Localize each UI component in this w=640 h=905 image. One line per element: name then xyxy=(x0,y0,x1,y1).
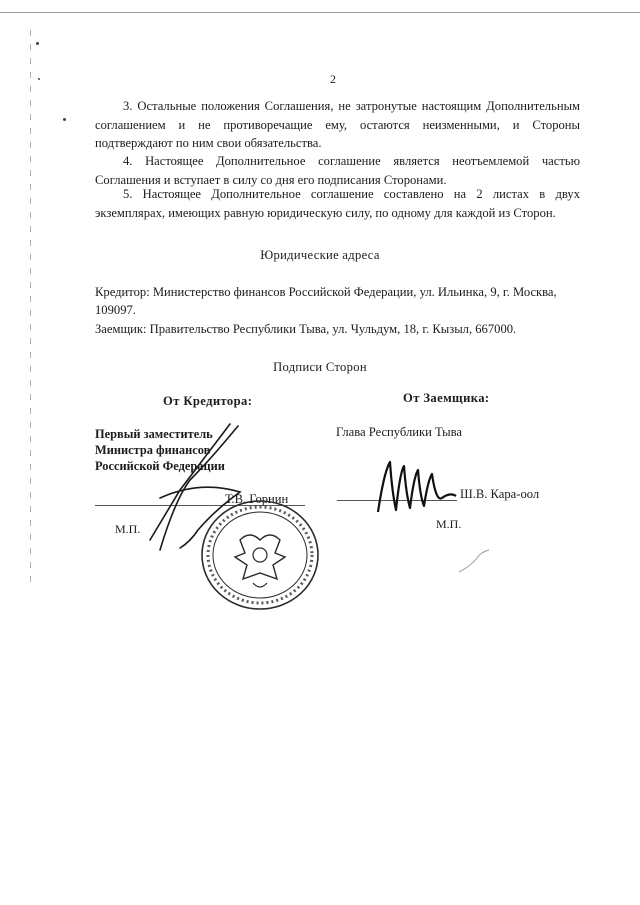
borrower-signatory-name: Ш.В. Кара-оол xyxy=(460,487,540,501)
paragraph-4: 4. Настоящее Дополнительное соглашение является неотъемлемой частью Соглашения и вступает в силу со дня его подписания Сторонами. xyxy=(95,154,580,187)
creditor-position-line-2: Министра финансов xyxy=(95,443,211,457)
signatures-heading: Подписи Сторон xyxy=(273,360,367,374)
scan-speck xyxy=(63,118,66,121)
addresses-heading: Юридические адреса xyxy=(260,248,380,262)
faint-mark-icon xyxy=(455,548,495,578)
scan-speck xyxy=(38,78,40,80)
borrower-stamp-mark: М.П. xyxy=(436,517,462,531)
creditor-side-title: От Кредитора: xyxy=(163,394,253,408)
scan-speck xyxy=(36,42,39,45)
borrower-signature-icon xyxy=(370,452,460,522)
creditor-position-line-1: Первый заместитель xyxy=(95,427,213,441)
borrower-address: Заемщик: Правительство Республики Тыва, ул. Чульдум, 18, г. Кызыл, 667000. xyxy=(95,322,517,336)
creditor-address: Кредитор: Министерство финансов Российской Федерации, ул. Ильинка, 9, г. Москва, 109097. xyxy=(95,285,557,317)
borrower-side-title: От Заемщика: xyxy=(403,391,490,405)
scan-left-margin xyxy=(30,30,31,590)
page-number: 2 xyxy=(330,72,336,86)
scan-top-edge xyxy=(0,12,640,13)
creditor-signature-icon xyxy=(120,420,280,560)
creditor-stamp-mark: М.П. xyxy=(115,522,141,536)
paragraph-5: 5. Настоящее Дополнительное соглашение составлено на 2 листах в двух экземплярах, имеющих равную юридическую силу, по одному для каждой из Сторон. xyxy=(95,187,580,220)
creditor-position-line-3: Российской Федерации xyxy=(95,459,225,473)
paragraph-3: 3. Остальные положения Соглашения, не затронутые настоящим Дополнительным соглашением и не противоречащие ему, остаются неизменными, и Стороны подтверждают по ним свои обязательства. xyxy=(95,99,580,150)
borrower-signatory-position: Глава Республики Тыва xyxy=(336,425,462,439)
creditor-signatory-name: Т.В. Горнин xyxy=(225,492,289,506)
